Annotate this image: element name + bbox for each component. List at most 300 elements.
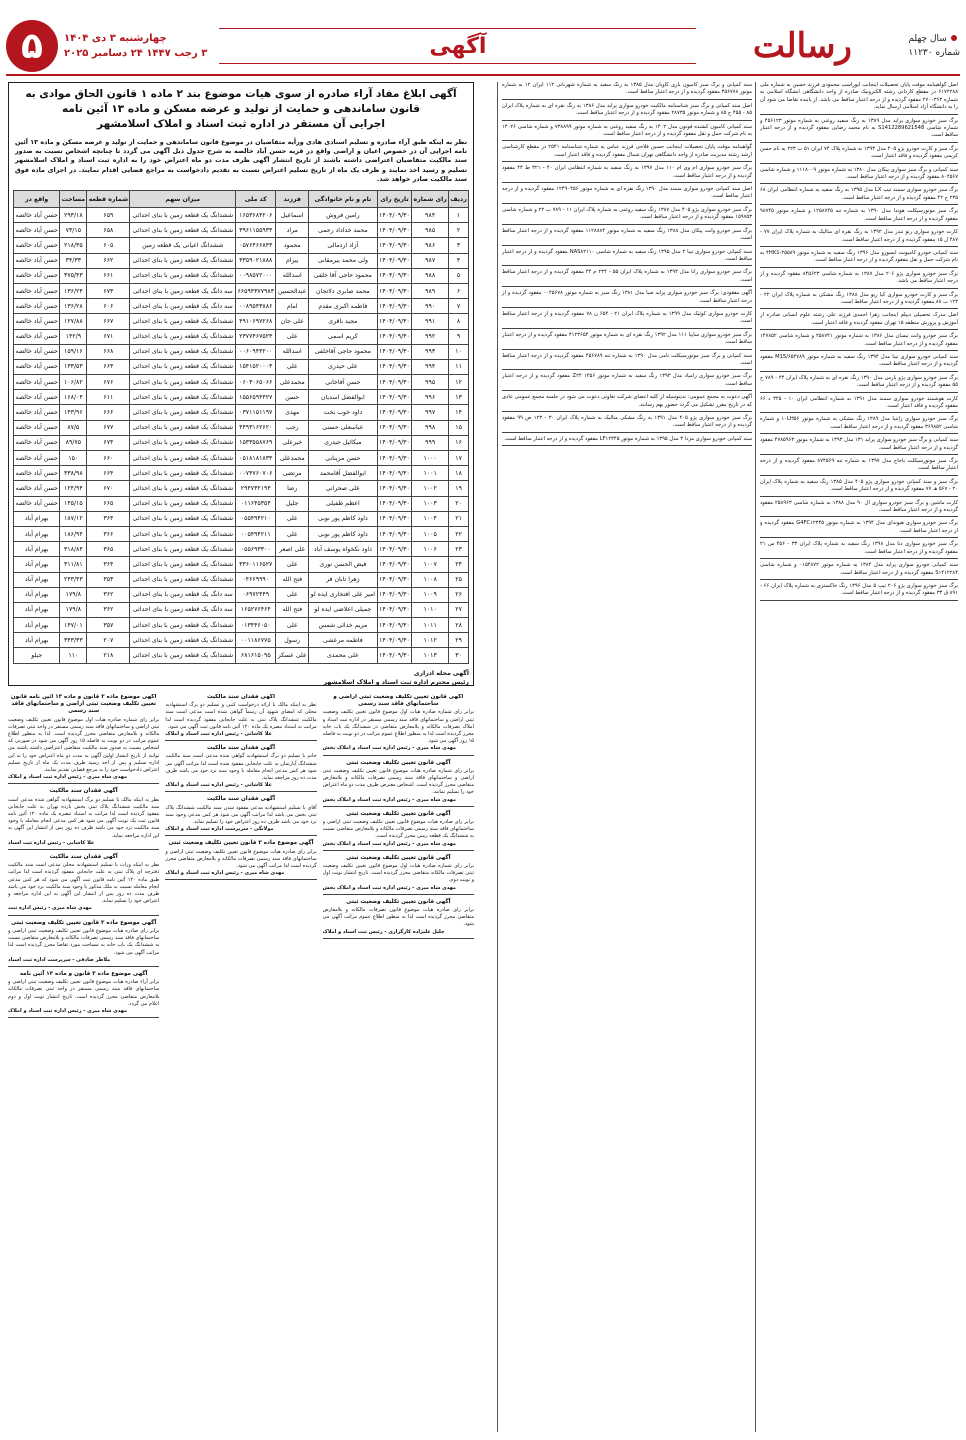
table-cell: ۱ xyxy=(449,208,469,223)
legal-notice xyxy=(323,855,474,895)
notice-body: نظر به اینکه مالک با تسلیم دو برگ استشهادیه گواهی شده مدعی است سند مالکیت ششدانگ پلاک ثبتی بخش یازده تهران به علت جابجایی مفقود گردیده است لذا مراتب به استناد تبصره یک ماده ۱۲۰ آئین نامه قانون ثبت یک نوبت آگهی می شود هر کس مدعی انجام معامله یا وجود سند مالکیت نزد خود می باشد ظرف ده روز پس از انتشار این آگهی به این اداره مراجعه نماید. xyxy=(8,796,160,839)
table-row xyxy=(14,405,469,420)
notice-table xyxy=(13,190,469,664)
table-cell: ۱۶ xyxy=(449,435,469,450)
notice-sig: ملاطر صادقی - سرپرست اداره ثبت اسناد xyxy=(8,956,111,963)
table-cell: ششدانگ یک قطعه زمین با بنای احداثی xyxy=(130,344,236,359)
table-header-cell: شماره قطعه xyxy=(87,191,130,208)
table-cell: ۳۳۵۹۰۲۱۸۸۸ xyxy=(236,253,276,268)
table-row xyxy=(14,314,469,329)
table-cell: ۶۰۵ xyxy=(87,238,130,253)
classified-ad: برگ سبز خودرو سواری دنا مدل ۱۳۹۸ رنگ سفید به شماره پلاک ایران ۳۳ - ۴۵۶ س ۲۱ مفقود گردیده و از درجه اعتبار ساقط است. xyxy=(760,541,958,559)
page-number-badge: ۵ xyxy=(6,20,58,72)
table-cell: ۲۸ xyxy=(449,618,469,633)
table-cell: علی xyxy=(276,587,309,602)
table-cell: ۳۰ xyxy=(449,648,469,663)
table-cell: ۶۷۶ xyxy=(87,375,130,390)
table-cell: ولی محمد بیرمقانی xyxy=(309,253,378,268)
table-row xyxy=(14,208,469,223)
classified-ad: برگ سبز خودرو سواری پژو ۲۰۶ مدل ۱۳۸۷ به شماره شاسی ۸۴۵۶۲۳ مفقود گردیده و از درجه اعتبار ساقط می باشد. xyxy=(760,271,958,289)
table-cell: محمد خداداد رحمی xyxy=(309,223,378,238)
table-cell: ۱۰۰۴ xyxy=(412,511,449,526)
table-cell: مجید باقری xyxy=(309,314,378,329)
table-cell: ۱۴۰۴/۰۹/۳۰ xyxy=(377,420,411,435)
classified-ad: اصل مدرک تحصیلی دیپلم اینجانب زهرا احمدی فرزند علی رشته علوم انسانی صادره از آموزش و پرورش منطقه ۱۵ تهران مفقود گردیده و فاقد اعتبار است. xyxy=(760,312,958,330)
table-cell: ۹۸۴ xyxy=(412,208,449,223)
notice-title: آگهی قانون تعیین تکلیف وضعیت ثبتی xyxy=(346,810,451,817)
table-cell: حسن آباد خالصه xyxy=(14,466,60,481)
classified-ad: برگ سبز و سند کمپانی خودرو سواری پژو ۴۰۵ مدل ۱۳۸۵ رنگ سفید به شماره پلاک ایران ۲۰ - ۵۶۷ هـ ۷۷ مفقود گردیده و از درجه اعتبار ساقط است. xyxy=(760,479,958,497)
legal-notice xyxy=(165,796,316,836)
classified-ad: سند کمپانی خودرو سواری مزدا ۳ مدل ۱۳۹۵ به شماره موتور LF۱۲۳۴۵ مفقود گردیده و از درجه اعتبار ساقط است. xyxy=(502,436,752,446)
table-cell: حسن آباد خالصه xyxy=(14,359,60,374)
table-cell: ۱۴۵/۱۵ xyxy=(60,496,87,511)
table-cell: ۱۶۵۲۷۶۴۶۴ xyxy=(236,602,276,617)
table-cell: ۰۳۷۱۱۵۱۱۹۷ xyxy=(236,405,276,420)
classified-ad: کارت خودرو سواری رنو تندر مدل ۱۳۹۲ به رنگ نقره ای متالیک به شماره پلاک ایران ۷۷ - ۴۸۷ ل ۱۵ مفقود گردیده و از درجه اعتبار ساقط است. xyxy=(760,229,958,247)
table-cell: ۱۴۰۴/۰۹/۳۰ xyxy=(377,526,411,541)
table-row xyxy=(14,299,469,314)
table-cell: امام xyxy=(276,299,309,314)
table-header-cell: فرزند xyxy=(276,191,309,208)
classified-ad: سند کمپانی و برگ سبز موتورسیکلت نامی مدل ۱۳۹۰ به شماره تنه ۴۵۶۷۸۹ مفقود گردیده و از درجه اعتبار ساقط است. xyxy=(502,353,752,371)
table-row xyxy=(14,223,469,238)
table-cell: ۰۵۵۶۹۳۳۰۰ xyxy=(236,542,276,557)
table-cell: ۰۰۹۸۵۷۲۰۰۰ xyxy=(236,268,276,283)
classified-ad: برگ سبز خودرو سواری ام وی ام ۱۱۰ مدل ۱۳۹۷ به رنگ سفید به شماره انتظامی ایران ۴۰ - ۳۲۱ ط ۴۴ مفقود گردیده و از درجه اعتبار ساقط است. xyxy=(502,165,752,183)
table-cell: بهرام آباد xyxy=(14,557,60,572)
table-cell: ۱۴۰۴/۰۹/۳۰ xyxy=(377,223,411,238)
table-cell: رامین فروش xyxy=(309,208,378,223)
table-cell: ۱۰۱۱ xyxy=(412,618,449,633)
table-cell: جلیل xyxy=(276,496,309,511)
table-cell: ۳۶۴ xyxy=(87,557,130,572)
table-cell: ۹۹۷ xyxy=(412,405,449,420)
table-cell: ۲۹۳/۱۸ xyxy=(60,208,87,223)
legal-notice xyxy=(323,811,474,851)
notice-title: آگهی قانون تعیین تکلیف وضعیت ثبتی xyxy=(346,759,451,766)
table-cell: رضا xyxy=(276,481,309,496)
table-row xyxy=(14,390,469,405)
table-cell: داود کاظم پور نوبی xyxy=(309,511,378,526)
table-cell: ۶۶۶ xyxy=(87,405,130,420)
notice-sig: جلیل علیزاده کارگزاری - رئیس ثبت اسناد و املاک xyxy=(322,928,445,935)
table-cell: محمود حاجی آقاخلفی xyxy=(309,344,378,359)
classified-ad: برگ سبز خودرو سواری پراید مدل ۱۳۸۹ به رنگ سفید روغنی به شماره موتور ۴۵۶۱۲۳ و شماره شاسی S1412289621548 به نام محمد رضایی مفقود گردیده و از درجه اعتبار ساقط است. xyxy=(760,118,958,143)
table-cell: ۱۲۷/۸۸ xyxy=(60,314,87,329)
table-cell: ۲۶ xyxy=(449,587,469,602)
table-body xyxy=(14,208,469,664)
table-cell: ۱۴۰۴/۰۹/۳۰ xyxy=(377,602,411,617)
dot-icon xyxy=(951,35,957,41)
table-cell: ۱۵۹/۱۶ xyxy=(60,344,87,359)
small-notices-col-2 xyxy=(165,694,316,1432)
table-cell: ۱۴۰۴/۰۹/۳۰ xyxy=(377,481,411,496)
notice-title: آگهی فقدان سند مالکیت xyxy=(49,854,118,861)
table-cell: ۶۱۱ xyxy=(87,390,130,405)
table-cell: داود خوب بخت xyxy=(309,405,378,420)
table-cell: ششدانگ اعیانی یک قطعه زمین xyxy=(130,238,236,253)
table-cell: ۱۶۸/۰۴ xyxy=(60,390,87,405)
notice-title: آگهی قانون تعیین تکلیف وضعیت ثبتی xyxy=(346,854,451,861)
table-cell: رجب xyxy=(276,420,309,435)
masthead xyxy=(6,18,960,76)
table-cell: ۱۰۰۲ xyxy=(412,481,449,496)
table-cell: ششدانگ یک قطعه زمین با بنای احداثی xyxy=(130,572,236,587)
table-cell: ۶۶۰ xyxy=(87,451,130,466)
edition-info xyxy=(908,32,960,60)
table-row xyxy=(14,451,469,466)
table-cell: ۱۴۰۴/۰۹/۳۰ xyxy=(377,283,411,298)
table-cell: حسن آباد خالصه xyxy=(14,420,60,435)
notice-body: خانم با تسلیم دو برگ استشهادیه گواهی شده مدعی است سند مالکیت ششدانگ آپارتمان به علت جابجایی مفقود شده است لذا مراتب آگهی می شود هر کس مدعی انجام معامله یا وجود سند نزد خود می باشد ظرف مدت ده روز مراجعه نماید. xyxy=(165,753,317,782)
notice-sig: مهدی شاه میری - رئیس اداره ثبت اسناد و املاک xyxy=(165,870,285,877)
notice-body: برابر آراء صادره هیات موضوع قانون تعیین تکلیف وضعیت ثبتی اراضی و ساختمانهای فاقد سند رسمی مستقر در واحد ثبتی تصرفات مالکانه بلامعارض متقاضی محرز گردیده است. تاریخ انتشار نوبت اول و دوم اعلام می گردد. xyxy=(8,979,160,1007)
table-cell: ۶۶۲ xyxy=(87,253,130,268)
table-cell: حسن آباد خالصه xyxy=(14,451,60,466)
table-cell: ۱۰۱۲ xyxy=(412,633,449,648)
brand-name: رسالت xyxy=(752,26,852,66)
notice-body: برابر رای شماره صادره هیات اول موضوع قانون تعیین تکلیف وضعیت ثبتی اراضی و ساختمانهای فاقد سند رسمی مستقر در اداره ثبت اسناد و املاک تصرفات مالکانه و بلامعارض متقاضی در ششدانگ یک باب خانه محرز گردیده است لذا به منظور اطلاع عموم مراتب در دو نوبت به فاصله ۱۵ روز آگهی می شود. xyxy=(322,709,474,745)
brand-logo xyxy=(702,24,902,68)
notice-title: آگهی قانون تعیین تکلیف وضعیت ثبتی xyxy=(346,898,451,905)
table-cell: ۰۰۱۱۸۶۷۷۵ xyxy=(236,633,276,648)
classified-ad: برگ سبز خودرو سواری رانا مدل ۱۳۹۴ به شماره پلاک ایران ۵۵ - ۲۳۴ م ۴۴ مفقود گردیده و از درجه اعتبار ساقط است. xyxy=(502,269,752,287)
table-cell: ۱۰۰۰ xyxy=(412,451,449,466)
table-cell: حسن آباد خالصه xyxy=(14,405,60,420)
table-cell: ۴۹۱۰۶۹۷۲۶۸ xyxy=(236,314,276,329)
legal-notice xyxy=(8,788,159,850)
small-notices-grid xyxy=(8,694,474,1432)
table-cell: ۱۰۰۸ xyxy=(412,572,449,587)
table-cell: ۶۶۵۹۴۳۷۷۹۸۳ xyxy=(236,283,276,298)
table-cell: فتح الله xyxy=(276,572,309,587)
table-cell: ۲۷ xyxy=(449,602,469,617)
small-notices-col-1 xyxy=(323,694,474,1432)
table-row xyxy=(14,648,469,663)
notice-sig: مهدی شاه میری - رئیس اداره ثبت اسناد و املاک بخش xyxy=(322,745,456,752)
table-cell: ۲۲ xyxy=(449,526,469,541)
table-cell: ۱۴۰۴/۰۹/۳۰ xyxy=(377,572,411,587)
notice-signature: رئیس محترم اداره ثبت اسناد و املاک اسلامشهر xyxy=(323,678,469,686)
table-cell: ۲۵ xyxy=(449,572,469,587)
legal-notice xyxy=(323,760,474,807)
table-cell: ۳۳۸/۹۸ xyxy=(60,466,87,481)
table-cell: ۹۹۹ xyxy=(412,435,449,450)
notice-footer xyxy=(13,669,469,687)
table-cell: جیلو xyxy=(14,648,60,663)
table-cell: داود کاظم پور نوبی xyxy=(309,526,378,541)
table-cell: ۱۵۰ xyxy=(60,451,87,466)
notice-title xyxy=(13,87,469,132)
table-cell: ۰۱۳۴۴۶۰۵۰ xyxy=(236,618,276,633)
table-cell: ۰۵۷۶۴۶۶۸۴۳ xyxy=(236,238,276,253)
table-cell: ۱۴۰۴/۰۹/۳۰ xyxy=(377,633,411,648)
table-cell: ششدانگ یک قطعه زمین با بنای احداثی xyxy=(130,633,236,648)
classifieds-column-right xyxy=(755,82,958,1432)
table-cell: ۷ xyxy=(449,299,469,314)
table-cell: ۶۶۵ xyxy=(87,496,130,511)
table-cell: حسن آباد خالصه xyxy=(14,390,60,405)
table-cell: ۱۳ xyxy=(449,390,469,405)
table-cell: ۱۴۰۴/۰۹/۳۰ xyxy=(377,314,411,329)
notice-body: نظر به اینکه مالک با ارائه درخواست کتبی و تسلیم دو برگ استشهادیه محلی که امضای شهود آن رسماً گواهی شده است مدعی است سند مالکیت ششدانگ پلاک ثبتی به علت جابجایی مفقود گردیده است لذا مراتب به استناد تبصره یک ماده ۱۲۰ آئین نامه قانون ثبت آگهی می شود. xyxy=(165,702,317,730)
table-cell: ۰۰۵۴۹۴۲۱۱ xyxy=(236,526,276,541)
table-row xyxy=(14,557,469,572)
table-cell: ۱۰ xyxy=(449,344,469,359)
table-cell: ۱۴۷/۰۱ xyxy=(60,618,87,633)
table-cell: ۰۴۶۶۹۹۹۰ xyxy=(236,572,276,587)
notice-intro: نظر به اینکه طبق آراء صادره و تسلیم اسنادی هادی ورأیه متقاضیان در موضوع قانون ساماندهی و حمایت از تولید و عرضه مسکن و ماده ۱۳ آئین نامه اجرایی آن در خصوص اعیان و اراضی واقع در قریه حسن آباد خالصه به شرح جدول ذیل آگهی می گردد تا چنانچه اشخاص نسبت به صدور سند مالکیت متقاضیان اعتراضی داشته باشند از تاریخ انتشار آگهی ظرف مدت دو ماه اعتراض خود را به اداره ثبت اسناد و املاک اسلامشهر تسلیم و رسید اخذ نمایند و ظرف یک ماه از تاریخ تسلیم اعتراض نسبت به تقدیم دادخواست به مراجع قضایی اقدام نمایند. در اجرای ماده فوق سند مالکیت صادر خواهد شد. xyxy=(15,138,467,183)
table-cell: امیر علی افتخاری ایده لو xyxy=(309,587,378,602)
table-cell: ۱۸ xyxy=(449,466,469,481)
classified-ad: سند کمپانی و برگ سبز سواری پیکان مدل ۱۳۸۰ به شماره موتور ۱۱۱۸۰۰۹ و شماره شاسی ۸۰۴۵۶۷ مفقود گردیده و از درجه اعتبار ساقط است. xyxy=(760,167,958,185)
table-cell: ۴۴۹۳۱۶۲۶۲۰ xyxy=(236,420,276,435)
table-cell: ۳۴/۳۳ xyxy=(60,253,87,268)
table-row xyxy=(14,496,469,511)
table-cell: ۹۹۳ xyxy=(412,344,449,359)
table-header-cell: رای شماره xyxy=(412,191,449,208)
table-cell: ۱۴۰۴/۰۹/۳۰ xyxy=(377,496,411,511)
table-cell: ۹۹۲ xyxy=(412,329,449,344)
table-cell: ششدانگ یک قطعه زمین با بنای احداثی xyxy=(130,451,236,466)
table-cell: ۱۴۰۴/۰۹/۳۰ xyxy=(377,390,411,405)
classified-ad: برگ سبز خودرو سواری هیوندای مدل ۱۳۹۴ به شماره موتور G4FC۱۲۳۴۵ مفقود گردیده و از درجه اعتبار ساقط است. xyxy=(760,520,958,538)
table-cell: فتح الله xyxy=(276,602,309,617)
table-cell: ۹۹۵ xyxy=(412,375,449,390)
table-cell: علی xyxy=(276,359,309,374)
table-cell: فاطمه اکبری مقدم xyxy=(309,299,378,314)
table-cell: علی xyxy=(276,526,309,541)
table-cell: ۱۹ xyxy=(449,481,469,496)
table-row xyxy=(14,466,469,481)
table-cell: ۲۱۸/۳۵ xyxy=(60,238,87,253)
table-cell: ۹ xyxy=(449,329,469,344)
table-cell: ششدانگ یک قطعه زمین با بنای احداثی xyxy=(130,375,236,390)
table-cell: بهرام آباد xyxy=(14,542,60,557)
classified-ad: برگ سبز خودرو سواری سمند تیپ LX مدل ۱۳۹۵ به رنگ سفید به شماره انتظامی ایران ۶۸ ۲۳۵ ج ۴۲ مفقود گردیده و از درجه اعتبار ساقط است. xyxy=(760,187,958,205)
table-cell: ۳۶۴ xyxy=(87,511,130,526)
table-cell: ۰۰۶۰۹۴۴۲۰۰ xyxy=(236,344,276,359)
table-cell: ۱۶۵۳۶۸۴۲۰۶ xyxy=(236,208,276,223)
table-header-row xyxy=(14,191,469,208)
table-cell: زهرا تابان فر xyxy=(309,572,378,587)
table-cell: ۲۹ xyxy=(449,633,469,648)
table-row xyxy=(14,526,469,541)
table-cell: ۱۰۰۳ xyxy=(412,496,449,511)
notice-sig: مولانگی - سرپرست اداره ثبت اسناد و املاک xyxy=(165,826,274,833)
classified-ad: برگ سبز خودرو سواری زانتیا مدل ۱۳۸۹ رنگ مشکی به شماره موتور ۱۰LH۵۶ و شماره شاسی ۳۶۹۸۵۲ مفقود گردیده و از درجه اعتبار ساقط است. xyxy=(760,416,958,434)
table-cell: ۱۸۷/۱۲ xyxy=(60,511,87,526)
table-cell: بهرام آباد xyxy=(14,511,60,526)
table-cell: ۷۳/۱۵ xyxy=(60,223,87,238)
table-cell: حسن آباد خالصه xyxy=(14,238,60,253)
table-cell: ۱۴۲/۹ xyxy=(60,329,87,344)
table-cell: ۹۸۸ xyxy=(412,268,449,283)
table-cell: ۹۸۶ xyxy=(412,238,449,253)
section-title: آگهی xyxy=(219,28,696,64)
table-cell: ششدانگ یک قطعه زمین با بنای احداثی xyxy=(130,435,236,450)
small-notices-col-3 xyxy=(8,694,159,1432)
table-cell: ۱۰۰۵ xyxy=(412,526,449,541)
table-cell: ۹۸۷ xyxy=(412,253,449,268)
table-cell: خیرعلی xyxy=(276,435,309,450)
table-cell: ششدانگ یک قطعه زمین با بنای احداثی xyxy=(130,359,236,374)
table-cell: ۰۱۱۶۴۵۳۵۴ xyxy=(236,496,276,511)
table-cell: ششدانگ یک قطعه زمین با بنای احداثی xyxy=(130,268,236,283)
table-cell: ۳۵۷ xyxy=(87,618,130,633)
table-cell: حسن مزینانی xyxy=(309,451,378,466)
table-cell: ۳۶۲ xyxy=(87,587,130,602)
table-cell: ۱۴۰۴/۰۹/۳۰ xyxy=(377,208,411,223)
table-cell: ۸ xyxy=(449,314,469,329)
classified-ad: برگ سبز خودرو سواری پژو ۲۰۶ تیپ ۵ مدل ۱۳۹۶ رنگ خاکستری به شماره پلاک ایران ۶۶ - ۸۹۱ ق ۳۳ مفقود گردیده و از درجه اعتبار ساقط است. xyxy=(760,583,958,601)
table-cell: سه دانگ یک قطعه زمین با بنای احداثی xyxy=(130,602,236,617)
table-cell: ۱۷ xyxy=(449,451,469,466)
table-cell: ۶۵۸ xyxy=(87,223,130,238)
table-cell: ۳۴۳/۳۳ xyxy=(60,633,87,648)
table-cell: ۴ xyxy=(449,253,469,268)
table-row xyxy=(14,572,469,587)
table-cell: ۶۸۱۶۱۵۰۹۵ xyxy=(236,648,276,663)
table-row xyxy=(14,344,469,359)
notice-sig: مهدی شاه میری - رئیس اداره ثبت اسناد و املاک xyxy=(8,774,128,781)
table-cell: ۹۹۱ xyxy=(412,314,449,329)
classified-ad: برگ سبز خودرو سواری پژو ۴۰۵ مدل ۱۳۸۷ رنگ سفید روغنی به شماره پلاک ایران ۱۱ - ۷۸۹ ب ۲۲ و شماره شاسی ۱۵۹۷۵۳ مفقود گردیده و از درجه اعتبار ساقط است. xyxy=(502,207,752,225)
notice-sig: مهدی شاه میری - رئیس اداره ثبت اسناد و املاک بخش xyxy=(322,840,456,847)
table-cell: حسن آباد خالصه xyxy=(14,329,60,344)
table-cell: علی xyxy=(276,511,309,526)
table-cell: ابوالفضل اسدیان xyxy=(309,390,378,405)
table-cell: ۳۵۳ xyxy=(87,572,130,587)
table-cell: ۰۰۷۴۷۶۰۷۰۶ xyxy=(236,466,276,481)
classified-ad: برگ سبز خودرو وانت پیکان مدل ۱۳۸۸ رنگ سفید به شماره موتور ۱۱۲۸۸۸۴ مفقود گردیده و از درجه اعتبار ساقط است. xyxy=(502,228,752,246)
table-cell: مریم خدائی شمس xyxy=(309,618,378,633)
table-row xyxy=(14,542,469,557)
edition-number: شماره ۱۱۲۳۰ xyxy=(908,48,960,58)
classified-ad: سند کمپانی خودرو سواری پراید مدل ۱۳۸۴ به شماره موتور ۰۱۵۴۸۷۲ و شماره شاسی S۱۴۱۲۲۸۴ مفقود گردیده و از درجه اعتبار ساقط است. xyxy=(760,562,958,580)
table-cell: سه دانگ یک قطعه زمین با بنای احداثی xyxy=(130,587,236,602)
classified-ad: برگ سبز خودرو سواری پژو پارس مدل ۱۳۹۰ رنگ نقره ای به شماره پلاک ایران ۴۴ - ۷۸۹ ج ۵۵ مفقود گردیده و از درجه اعتبار ساقط است. xyxy=(760,375,958,393)
legal-notice xyxy=(323,694,474,756)
notice-body: آقای با تسلیم استشهادیه مدعی مفقود شدن سند مالکیت ششدانگ پلاک ثبتی بخش می باشد لذا مراتب آگهی می شود هر کس مدعی وجود سند نزد خود می باشد ظرف ده روز اعتراض خود را تسلیم نماید. xyxy=(165,804,317,826)
table-cell: حسن آباد خالصه xyxy=(14,299,60,314)
notice-sig: مهدی شاه میری - رئیس اداره ثبت اسناد و املاک بخش xyxy=(322,796,456,803)
table-cell: آزاد اردمالی xyxy=(309,238,378,253)
table-cell: ۶۶۳ xyxy=(87,359,130,374)
table-cell: بیرام xyxy=(276,253,309,268)
table-cell: ۱۵ xyxy=(449,420,469,435)
notice-title-line2: اجرایی آن مستقر در اداره ثبت اسناد و املاک اسلامشهر xyxy=(97,118,385,130)
classified-ad: برگ سبز موتورسیکلت هوندا مدل ۱۳۹۰ به شماره تنه ۱۲۵۸۷۴۵ و شماره موتور ۹۸۷۴۵ مفقود گردیده و از درجه اعتبار ساقط است. xyxy=(760,208,958,226)
table-row xyxy=(14,359,469,374)
table-cell: ۹۹۶ xyxy=(412,390,449,405)
table-cell: ۱۰۰۶ xyxy=(412,542,449,557)
table-cell: ششدانگ یک قطعه زمین با بنای احداثی xyxy=(130,481,236,496)
classified-ad: برگ سبز و کارت خودرو سواری کیا ریو مدل ۱۳۸۸ رنگ مشکی به شماره پلاک ایران ۲۲ - ۱۲۳ ب ۸۸ مفقود گردیده و از درجه اعتبار ساقط است. xyxy=(760,292,958,310)
table-cell: ۶۵۹ xyxy=(87,208,130,223)
table-cell: ۱۳۶/۲۴ xyxy=(60,283,87,298)
table-cell: علی xyxy=(276,557,309,572)
legal-notice xyxy=(8,920,159,967)
registration-notice xyxy=(8,82,474,686)
table-cell: مهدی xyxy=(276,405,309,420)
table-header-cell: واقع در xyxy=(14,191,60,208)
table-cell: ۱۰۶/۸۲ xyxy=(60,375,87,390)
classified-ad: کارت هوشمند خودرو سواری سمند مدل ۱۳۹۱ به شماره انتظامی ایران ۱۰ - ۳۴۵ د ۶۶ مفقود گردیده و فاقد اعتبار است. xyxy=(760,396,958,414)
classified-ad: برگ سبز خودرو وانت نیسان مدل ۱۳۸۶ به شماره موتور ۲۵۸۷۴۱ و شماره شاسی ۱۴۷۸۵۲ مفقود گردیده و از درجه اعتبار ساقط است. xyxy=(760,333,958,351)
classified-ad: اصل سند کمپانی خودرو سواری سمند مدل ۱۳۹۰ رنگ نقره ای به شماره موتور ۱۲۴۹۰۴۵۶ مفقود گردیده و از درجه اعتبار ساقط است. xyxy=(502,186,752,204)
table-cell: محمود حاجی آقا خلفی xyxy=(309,268,378,283)
table-cell: حسن آباد خالصه xyxy=(14,208,60,223)
table-cell: عباسعلی حسنی xyxy=(309,420,378,435)
notice-sig: علا کاشانی - رئیس اداره ثبت اسناد و املاک xyxy=(165,782,272,789)
table-cell: ۱۱۰ xyxy=(60,648,87,663)
table-cell: ۶۶۴ xyxy=(87,466,130,481)
table-cell: میکائیل حیدری xyxy=(309,435,378,450)
table-cell: ۱۴۰۴/۰۹/۳۰ xyxy=(377,435,411,450)
notice-sig: مهدی شاه میری - رئیس اداره ثبت xyxy=(8,905,92,912)
table-cell: ۸۹/۷۵ xyxy=(60,435,87,450)
table-cell: سه دانگ یک قطعه زمین با بنای احداثی xyxy=(130,283,236,298)
table-cell: ۱۴۰۴/۰۹/۳۰ xyxy=(377,618,411,633)
classified-ad: برگ سبز موتورسیکلت باجاج مدل ۱۳۹۷ به شماره تنه ۸۷۴۵۶۹ مفقود گردیده و از درجه اعتبار ساقط است. xyxy=(760,458,958,476)
table-cell: ششدانگ یک قطعه زمین با بنای احداثی xyxy=(130,390,236,405)
table-cell: حسن آباد خالصه xyxy=(14,283,60,298)
table-row xyxy=(14,633,469,648)
notice-title: آگهی فقدان سند مالکیت xyxy=(206,745,276,752)
table-cell: ۰۰۸۹۵۴۳۸۸۶ xyxy=(236,299,276,314)
table-cell: علی اصغر xyxy=(276,542,309,557)
table-cell: حسن آباد خالصه xyxy=(14,496,60,511)
table-cell: بهرام آباد xyxy=(14,618,60,633)
notice-title: آگهی موضوع ماده ۳ قانون و ماده ۱۳ آئین نامه قانون تعیین تکلیف وضعیت ثبتی اراضی و ساختمانهای فاقد سند رسمی xyxy=(10,694,157,715)
table-cell: ۱۰۰۱ xyxy=(412,466,449,481)
classified-ad: برگ سبز و کارت خودرو پژو ۴۰۵ مدل ۱۳۹۳ به شماره پلاک ۷۴ ایران ۵۱ ب ۲۲۳ به نام حسن کریمی مفقود گردیده و فاقد اعتبار است. xyxy=(760,146,958,164)
table-cell: ششدانگ یک قطعه زمین با بنای احداثی xyxy=(130,648,236,663)
table-cell: ۶۶۸ xyxy=(87,344,130,359)
table-cell: ۳۱۸/۸۴ xyxy=(60,542,87,557)
notice-sig: مهدی شاه میری - رئیس اداره ثبت اسناد و املاک بخش xyxy=(322,884,456,891)
legal-notice xyxy=(165,694,316,741)
classified-ad: اصل سند کمپانی و برگ سبز شناسنامه مالکیت خودرو سواری پراید مدل ۱۳۸۶ به رنگ نقره ای به شماره پلاک ایران ۸۵ - ۴۵۵ ج ۸۵ و شماره موتور ۲۸۷۳۵ مفقود گردیده و از درجه اعتبار ساقط است. xyxy=(502,103,752,121)
table-cell: ششدانگ یک قطعه زمین با بنای احداثی xyxy=(130,542,236,557)
table-cell: ۶۶۷ xyxy=(87,314,130,329)
legal-notice xyxy=(8,694,159,784)
table-cell: علی عسکر xyxy=(276,648,309,663)
table-row xyxy=(14,375,469,390)
table-row xyxy=(14,481,469,496)
table-cell: ۳۳۶۰۱۱۶۵۲۷ xyxy=(236,557,276,572)
table-cell: ۲۰۷ xyxy=(87,633,130,648)
table-cell: ۹۹۰ xyxy=(412,299,449,314)
notice-title: آگهی فقدان سند مالکیت xyxy=(206,694,276,700)
table-cell: ۱۷۹/۸ xyxy=(60,602,87,617)
table-cell: ۰۶۹۷۲۴۴۹ xyxy=(236,587,276,602)
notice-footer-line1: آگهی محله ادراری xyxy=(413,669,469,677)
notice-body: برابر رای صادره هیات موضوع قانون تصرفات مالکانه و بلامعارض متقاضی محرز گردیده است لذا به منظور اطلاع عموم مراتب آگهی می شود. xyxy=(322,907,474,928)
table-cell: بهرام آباد xyxy=(14,526,60,541)
table-cell: ششدانگ یک قطعه زمین با بنای احداثی xyxy=(130,618,236,633)
table-cell: ششدانگ یک قطعه زمین با بنای احداثی xyxy=(130,511,236,526)
notice-title: آگهی موضوع ماده ۳ قانون تعیین تکلیف وضعیت ثبتی xyxy=(11,919,157,926)
notice-title: آگهی موضوع ماده ۳ قانون تعیین تکلیف وضعیت ثبتی xyxy=(168,840,314,847)
table-header-cell: کد ملی xyxy=(236,191,276,208)
table-cell: ۶۷۳ xyxy=(87,283,130,298)
notice-title-line1: آگهی ابلاغ مفاد آراء صادره از سوی هیات موضوع بند ۲ ماده ۱ قانون الحاق موادی به قانون ساماندهی و حمایت از تولید و عرضه مسکن و ماده ۱۳ آئین نامه xyxy=(25,88,457,115)
table-cell: ۰۵۵۴۹۴۲۱۰ xyxy=(236,511,276,526)
classified-ad: اصل گواهینامه موقت پایان تحصیلات اینجانب ایوراسب محمودی فرزند حسین به شماره ملی ۶۱۷۲۲۸۸ در مقطع کاردانی رشته الکترونیک صادره از واحد دانشگاهی انشگاه اسلامی به شماره ۲۷۰۰۳۶۳ مفقود گردیده و از درجه اعتبار ساقط می باشد. از یابنده تقاضا می شود آن را به دانشگاه آزاد اسلامی ارسال نماید. xyxy=(760,82,958,115)
